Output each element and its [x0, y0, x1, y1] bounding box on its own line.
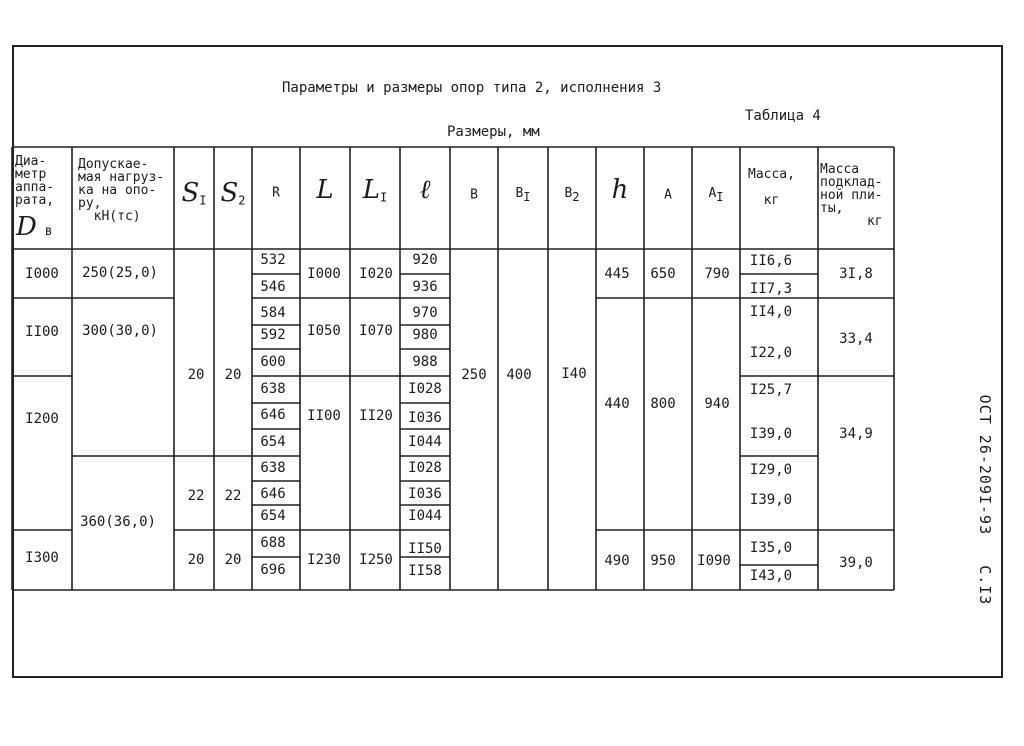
cell-ell: I044 — [408, 508, 442, 524]
cell-ell: I036 — [408, 410, 442, 426]
cell-load: 250(25,0) — [82, 265, 158, 281]
cell-l: I230 — [307, 552, 341, 568]
cell-ell: II50 — [408, 541, 442, 557]
table-number: Таблица 4 — [745, 108, 821, 124]
cell-load: 300(30,0) — [82, 323, 158, 339]
standard-code: ОСТ 26-209I-93 — [976, 394, 994, 536]
cell-b: 250 — [461, 367, 487, 383]
header-diameter — [15, 155, 54, 207]
cell-plate-mass: 39,0 — [839, 555, 873, 571]
cell-ell: I036 — [408, 486, 442, 502]
cell-r: 646 — [260, 407, 286, 423]
header-s2: S2 — [220, 178, 246, 208]
cell-s1: 20 — [187, 367, 205, 383]
cell-ell: 920 — [412, 252, 438, 268]
cell-plate-mass: 33,4 — [839, 331, 873, 347]
header-load: Допускае- мая нагруз- ка на опо- ру, кН(тс) — [78, 157, 165, 224]
cell-ell: 970 — [412, 305, 438, 321]
header-diameter-symbol — [16, 212, 53, 242]
cell-mass: I35,0 — [749, 540, 793, 556]
cell-h: 440 — [604, 396, 630, 412]
diameter-symbol: D — [16, 212, 37, 242]
cell-l1: II20 — [359, 408, 393, 424]
cell-r: 532 — [260, 252, 286, 268]
cell-r: 696 — [260, 562, 286, 578]
header-h: h — [611, 175, 629, 205]
cell-load: 360(36,0) — [80, 514, 156, 530]
dimensions-label: Размеры, мм — [447, 124, 540, 140]
cell-a: 800 — [650, 396, 676, 412]
cell-mass: II7,3 — [749, 281, 793, 297]
cell-l: I050 — [307, 323, 341, 339]
diameter-subscript: в — [44, 224, 53, 239]
cell-r: 688 — [260, 535, 286, 551]
cell-r: 546 — [260, 279, 286, 295]
cell-r: 654 — [260, 508, 286, 524]
cell-s2: 22 — [224, 488, 242, 504]
cell-r: 584 — [260, 305, 286, 321]
cell-mass: I39,0 — [749, 492, 793, 508]
cell-plate-mass: 34,9 — [839, 426, 873, 442]
cell-a1: 790 — [704, 266, 730, 282]
cell-ell: I044 — [408, 434, 442, 450]
cell-r: 638 — [260, 381, 286, 397]
cell-h: 445 — [604, 266, 630, 282]
header-diameter-text: Диа- метр аппа- рата, — [15, 154, 55, 208]
header-b1: BI — [515, 186, 531, 204]
table-title: Параметры и размеры опор типа 2, исполнения 3 — [282, 80, 662, 96]
cell-ell: II58 — [408, 563, 442, 579]
cell-diameter: II00 — [25, 324, 59, 340]
cell-mass: II4,0 — [749, 304, 793, 320]
cell-mass: I29,0 — [749, 462, 793, 478]
cell-mass: I22,0 — [749, 345, 793, 361]
cell-ell: 936 — [412, 279, 438, 295]
cell-a1: I090 — [697, 553, 731, 569]
header-b: B — [470, 187, 478, 203]
cell-s1: 22 — [187, 488, 205, 504]
cell-s1: 20 — [187, 552, 205, 568]
cell-l1: I250 — [359, 552, 393, 568]
cell-a1: 940 — [704, 396, 730, 412]
cell-r: 646 — [260, 486, 286, 502]
cell-s2: 20 — [224, 367, 242, 383]
header-a: A — [664, 187, 672, 203]
cell-l: I000 — [307, 266, 341, 282]
cell-b1: 400 — [506, 367, 532, 383]
cell-r: 638 — [260, 460, 286, 476]
header-l1: LI — [362, 175, 388, 205]
header-plate-mass: Масса подклад- ной пли- ты, кг — [820, 162, 883, 229]
cell-r: 600 — [260, 354, 286, 370]
cell-b2: I40 — [561, 366, 587, 382]
cell-mass: II6,6 — [749, 253, 793, 269]
cell-h: 490 — [604, 553, 630, 569]
cell-l1: I070 — [359, 323, 393, 339]
cell-plate-mass: 3I,8 — [839, 266, 873, 282]
header-a1: AI — [708, 186, 724, 204]
header-l: L — [316, 175, 334, 205]
header-r: R — [272, 185, 280, 201]
cell-r: 592 — [260, 327, 286, 343]
header-b2: B2 — [564, 186, 580, 204]
header-ell: ℓ — [419, 175, 431, 205]
cell-ell: I028 — [408, 460, 442, 476]
cell-mass: I25,7 — [749, 382, 793, 398]
cell-ell: I028 — [408, 381, 442, 397]
header-mass: Масса, кг — [748, 167, 795, 208]
cell-a: 650 — [650, 266, 676, 282]
cell-l: II00 — [307, 408, 341, 424]
cell-mass: I39,0 — [749, 426, 793, 442]
cell-a: 950 — [650, 553, 676, 569]
cell-diameter: I300 — [25, 550, 59, 566]
header-s1: SI — [181, 178, 207, 208]
cell-r: 654 — [260, 434, 286, 450]
page-number: С.I3 — [976, 565, 994, 606]
cell-mass: I43,0 — [749, 568, 793, 584]
cell-s2: 20 — [224, 552, 242, 568]
cell-ell: 980 — [412, 327, 438, 343]
cell-ell: 988 — [412, 354, 438, 370]
cell-diameter: I000 — [25, 266, 59, 282]
cell-diameter: I200 — [25, 411, 59, 427]
cell-l1: I020 — [359, 266, 393, 282]
